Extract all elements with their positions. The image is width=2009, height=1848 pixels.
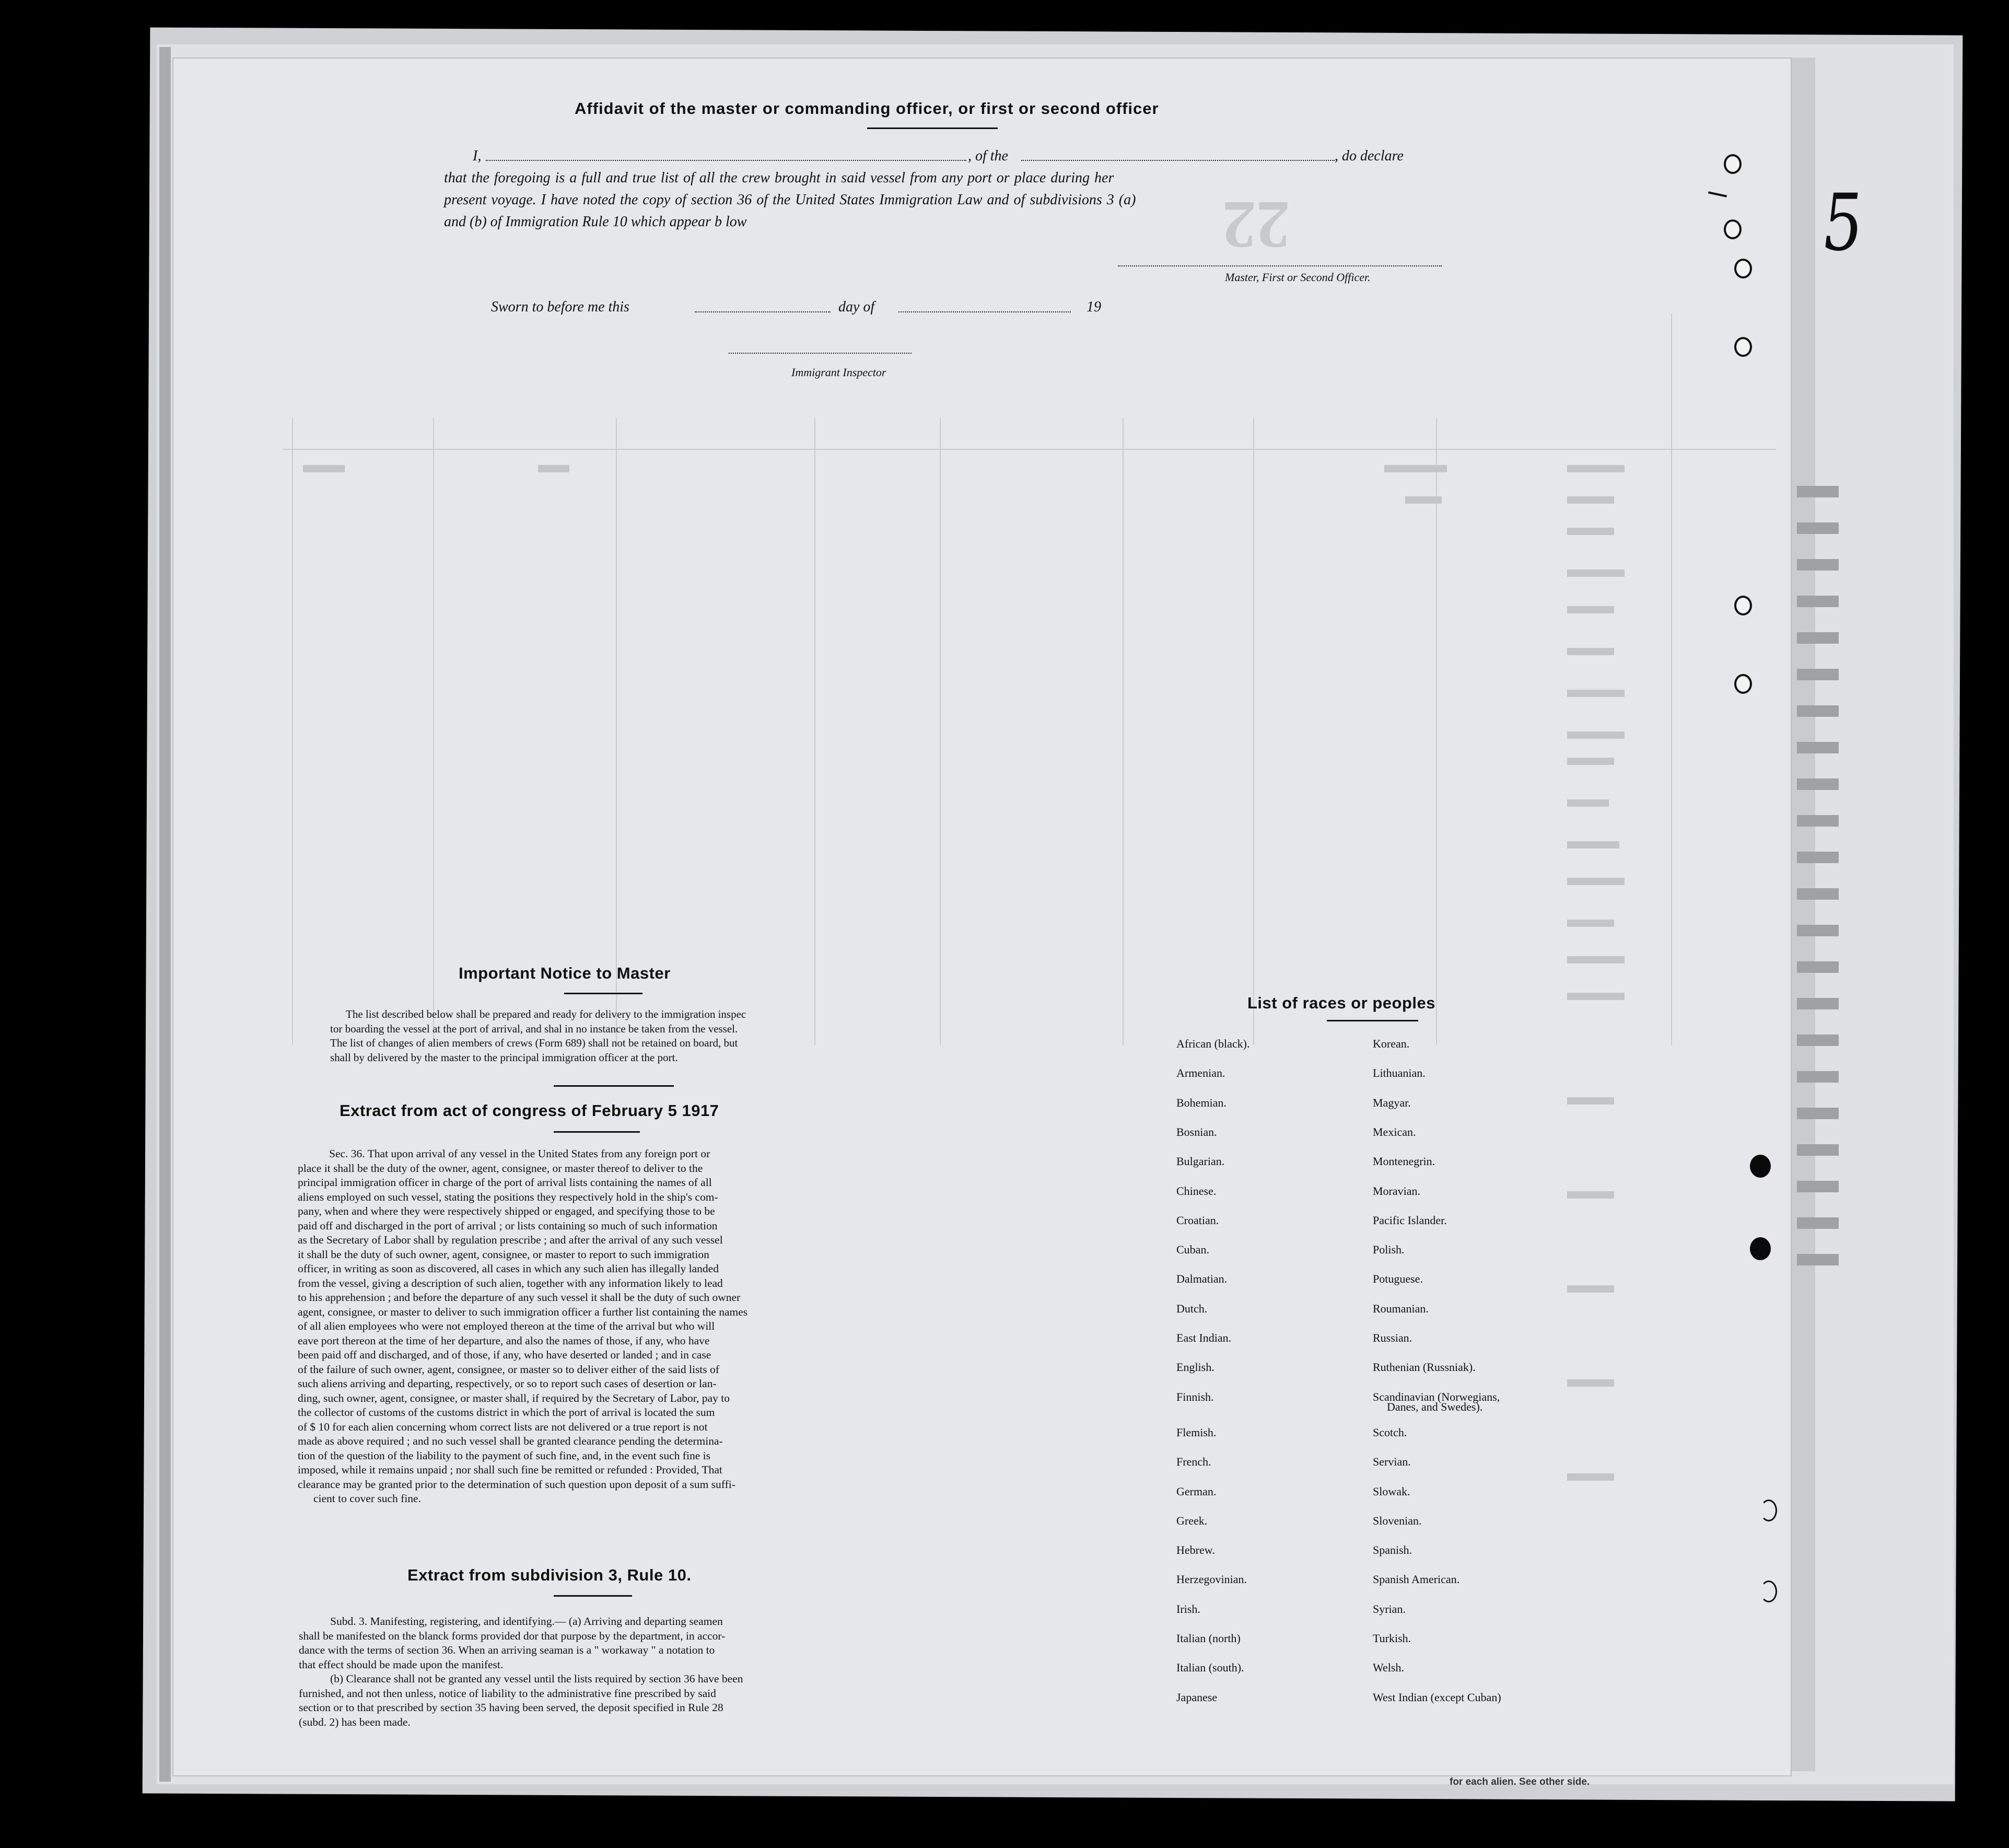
act-line: to his apprehension ; and before the departure of any such vessel it shall be the duty of such owner: [298, 1291, 741, 1304]
act-line: such aliens arriving and departing, respectively, or so to report such cases of desertion or lan-: [298, 1377, 717, 1390]
notice-line: shall by delivered by the master to the principal immigration officer at the port.: [330, 1051, 678, 1064]
faint-stamp-mark: 22: [1222, 187, 1290, 262]
act-line: paid off and discharged in the port of arrival ; or lists containing so much of such information: [298, 1219, 718, 1232]
race-item: Italian (north): [1176, 1632, 1241, 1645]
act-line: pany, when and where they were respectively shipped or engaged, and specifying those to be: [298, 1205, 715, 1217]
act-line: cient to cover such fine.: [313, 1492, 421, 1505]
notice-title: Important Notice to Master: [459, 964, 671, 982]
extract-rule-title: Extract from subdivision 3, Rule 10.: [407, 1566, 692, 1584]
notice-underline: [564, 993, 643, 994]
race-item: Slovenian.: [1373, 1514, 1422, 1527]
race-item: Dalmatian.: [1176, 1272, 1228, 1286]
extract-rule-text: [299, 1614, 897, 1729]
act-line: eave port thereon at the time of her departure, and also the names of those, if any, who have: [298, 1334, 710, 1347]
race-item: Cuban.: [1176, 1243, 1209, 1257]
race-item: Potuguese.: [1373, 1272, 1423, 1286]
affidavit-line4: and (b) of Immigration Rule 10 which appear b low: [444, 214, 747, 230]
sheet-edge-left: [159, 47, 171, 1782]
act-line: from the vessel, giving a description of such alien, together with any information likely to lead: [298, 1276, 723, 1289]
signature-blank: [1118, 265, 1442, 266]
race-item: Bulgarian.: [1176, 1155, 1225, 1168]
race-item: Ruthenian (Russniak).: [1373, 1361, 1476, 1374]
affidavit-line1-start: I,: [473, 148, 482, 164]
race-item: Dutch.: [1176, 1301, 1208, 1315]
race-item: Irish.: [1176, 1602, 1200, 1615]
race-item: Moravian.: [1373, 1184, 1421, 1198]
race-item: English.: [1176, 1361, 1214, 1374]
act-line: place it shall be the duty of the owner, agent, consignee, or master thereof to deliver to the: [298, 1161, 703, 1175]
race-item: Turkish.: [1373, 1632, 1411, 1645]
rule-line: section or to that prescribed by section 35 having been served, the deposit specified in Rule 28: [299, 1701, 723, 1714]
month-blank: [898, 311, 1071, 312]
act-line: been paid off and discharged, and of those, if any, who have deserted or landed ; and in case: [298, 1349, 711, 1361]
affidavit-line1-end: , do declare: [1335, 148, 1404, 164]
race-item: Croatian.: [1176, 1213, 1219, 1227]
sworn-label: Sworn to before me this: [491, 299, 629, 315]
race-item: Japanese: [1176, 1690, 1218, 1704]
footer-fragment: for each alien. See other side.: [1450, 1776, 1590, 1787]
act-line: agent, consignee, or master to deliver to such immigration officer a further list containing the names: [298, 1305, 748, 1318]
race-item: Servian.: [1373, 1455, 1411, 1469]
race-item: Scandinavian (Norwegians,: [1373, 1390, 1500, 1403]
divider: [554, 1085, 674, 1087]
handwritten-page-number: 5: [1817, 178, 1868, 269]
day-of-label: day of: [838, 299, 875, 315]
race-item: Hebrew.: [1176, 1543, 1215, 1557]
act-line: principal immigration officer in charge of the port of arrival lists containing the names of all: [298, 1176, 712, 1189]
race-item: Flemish.: [1176, 1425, 1217, 1439]
race-item: Armenian.: [1176, 1066, 1225, 1080]
race-item: Chinese.: [1176, 1184, 1217, 1198]
punch-hole: [1724, 154, 1742, 174]
race-item: Herzegovinian.: [1176, 1573, 1247, 1586]
signature-label: Master, First or Second Officer.: [1225, 271, 1371, 284]
act-line: of all alien employees who were not employed thereon at the time of the arrival but who will: [298, 1320, 715, 1332]
notice-line: The list of changes of alien members of crews (Form 689) shall not be retained on board, but: [330, 1037, 738, 1050]
notice-line: The list described below shall be prepared and ready for delivery to the immigration inspec: [346, 1008, 746, 1020]
punch-hole: [1750, 1237, 1771, 1260]
race-item: African (black).: [1176, 1037, 1250, 1050]
race-item: Spanish.: [1373, 1543, 1412, 1557]
race-item: Italian (south).: [1176, 1661, 1244, 1675]
act-line: tion of the question of the liability to the payment of such fine, and, in the event such fine is: [298, 1449, 710, 1462]
vessel-blank: [1021, 160, 1335, 161]
inspector-label: Immigrant Inspector: [791, 366, 886, 379]
rule-line: (subd. 2) has been made.: [299, 1715, 411, 1728]
punch-hole: [1734, 259, 1752, 278]
extract-rule-underline: [554, 1595, 632, 1597]
race-item: Polish.: [1373, 1243, 1405, 1257]
punch-hole: [1750, 1155, 1771, 1178]
rule-line: Subd. 3. Manifesting, registering, and identifying.— (a) Arriving and departing seamen: [330, 1615, 723, 1628]
race-item: Magyar.: [1373, 1096, 1411, 1109]
race-item: Slowak.: [1373, 1484, 1410, 1498]
affidavit-line2: that the foregoing is a full and true list of all the crew brought in said vessel from any port or place during her: [444, 170, 1114, 186]
rule-line: (b) Clearance shall not be granted any vessel until the lists required by section 36 have been: [330, 1672, 743, 1685]
race-item: Lithuanian.: [1373, 1066, 1426, 1080]
punch-hole: [1760, 1500, 1777, 1521]
race-item: West Indian (except Cuban): [1373, 1690, 1501, 1704]
races-title: List of races or peoples: [1247, 994, 1435, 1012]
act-line: Sec. 36. That upon arrival of any vessel in the United States from any foreign port or: [329, 1147, 710, 1160]
race-item: Russian.: [1373, 1331, 1412, 1344]
race-item: Bosnian.: [1176, 1125, 1217, 1138]
act-line: of the failure of such owner, agent, consignee, or master so to deliver either of the said lists of: [298, 1363, 719, 1376]
act-line: of $ 10 for each alien concerning whom correct lists are not delivered or a true report is not: [298, 1420, 708, 1433]
race-item: Welsh.: [1373, 1661, 1404, 1675]
races-underline: [1327, 1020, 1418, 1021]
race-item: Korean.: [1373, 1037, 1410, 1050]
notice-text: [330, 1007, 897, 1065]
act-line: imposed, while it remains unpaid ; nor shall such fine be remitted or refunded : Provided, That: [298, 1463, 722, 1476]
affidavit-line1-mid: , of the: [968, 148, 1008, 164]
notice-line: tor boarding the vessel at the port of arrival, and shal in no instance be taken from the vessel.: [330, 1022, 738, 1035]
race-item: French.: [1176, 1455, 1211, 1469]
race-item: German.: [1176, 1484, 1217, 1498]
punch-hole: [1724, 219, 1742, 239]
rule-line: shall be manifested on the blanck forms provided dor that purpose by the department, in accor-: [299, 1629, 726, 1642]
race-item: Syrian.: [1373, 1602, 1406, 1615]
race-item: Spanish American.: [1373, 1573, 1460, 1586]
act-line: as the Secretary of Labor shall by regulation prescribe ; and after the arrival of any such vessel: [298, 1234, 723, 1246]
name-blank: [486, 160, 966, 161]
year-label: 19: [1087, 299, 1101, 315]
race-item: Greek.: [1176, 1514, 1208, 1527]
inspector-signature-blank: [729, 353, 912, 354]
extract-act-underline: [554, 1131, 640, 1133]
affidavit-line3: present voyage. I have noted the copy of section 36 of the United States Immigration Law and of subdivisions 3 (a): [444, 192, 1136, 208]
race-continuation: Danes, and Swedes).: [1387, 1400, 1483, 1413]
sheet-edge-right: [1792, 57, 1815, 1771]
punch-hole: [1760, 1580, 1777, 1602]
rule-line: that effect should be made upon the manifest.: [299, 1658, 504, 1671]
race-item: Finnish.: [1176, 1390, 1214, 1403]
affidavit-title: Affidavit of the master or commanding officer, or first or second officer: [575, 99, 1159, 118]
punch-hole: [1734, 596, 1752, 615]
rule-line: furnished, and not then unless, notice of liability to the administrative fine prescribed by said: [299, 1687, 716, 1700]
act-line: the collector of customs of the customs district in which the port of arrival is located the sum: [298, 1406, 715, 1419]
document-page: [172, 57, 1792, 1776]
punch-hole: [1734, 337, 1752, 357]
extract-act-title: Extract from act of congress of February 5 1917: [340, 1101, 719, 1120]
race-item: Pacific Islander.: [1373, 1213, 1447, 1227]
act-line: clearance may be granted prior to the determination of such question upon deposit of a sum suffi-: [298, 1478, 735, 1491]
act-line: aliens employed on such vessel, stating the positions they respectively hold in the ship's com-: [298, 1190, 718, 1203]
act-line: ding, such owner, agent, consignee, or master shall, if required by the Secretary of Labor, pay to: [298, 1391, 730, 1404]
race-item: Roumanian.: [1373, 1301, 1429, 1315]
race-item: Montenegrin.: [1373, 1155, 1435, 1168]
race-item: Scotch.: [1373, 1425, 1407, 1439]
extract-act-text: [298, 1147, 896, 1506]
race-item: East Indian.: [1176, 1331, 1232, 1344]
title-underline: [867, 127, 998, 129]
punch-hole: [1734, 674, 1752, 694]
act-line: officer, in writing as soon as discovered, all cases in which any such alien has illegally landed: [298, 1262, 719, 1275]
day-blank: [695, 311, 831, 312]
rule-line: dance with the terms of section 36. When an arriving seaman is a " workaway " a notation to: [299, 1644, 715, 1656]
race-item: Bohemian.: [1176, 1096, 1227, 1109]
act-line: it shall be the duty of such owner, agent, consignee, or master to report to such immigration: [298, 1248, 709, 1261]
act-line: made as above required ; and no such vessel shall be granted clearance pending the determina-: [298, 1435, 723, 1447]
race-item: Mexican.: [1373, 1125, 1416, 1138]
